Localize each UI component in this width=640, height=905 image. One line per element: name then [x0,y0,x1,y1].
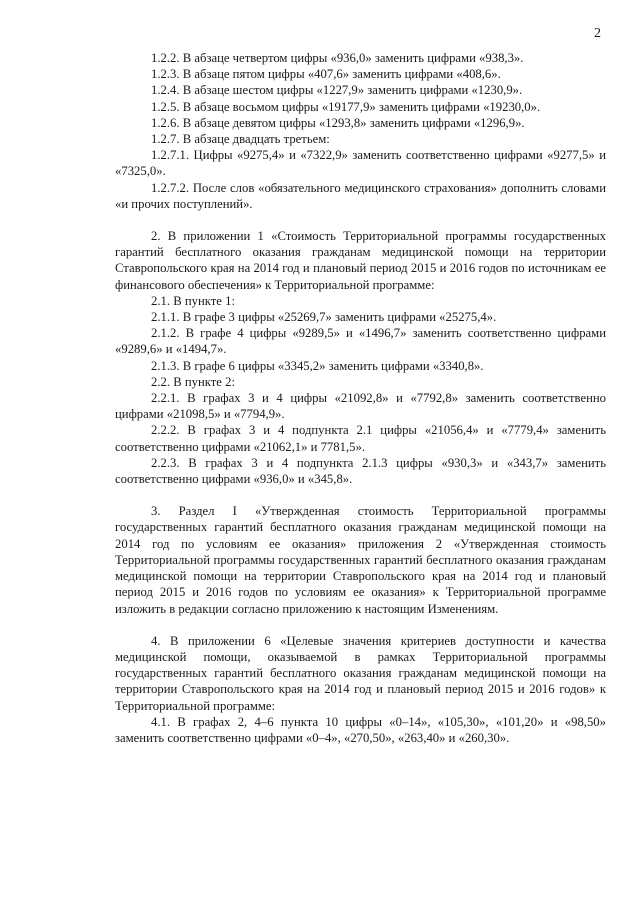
paragraph-2-2: 2.2. В пункте 2: [151,374,235,389]
paragraph-1-2-3: 1.2.3. В абзаце пятом цифры «407,6» заменить цифрами «408,6». [151,67,501,82]
paragraph-2: 2. В приложении 1 «Стоимость Территориальной программы государственных гарантий бесплатного оказания гражданам медицинской помощи на территории Ставропольского края на 2014 год и плановый период 2015 и 2016 годов по источникам ее финансового обеспечения» к Территориальной программе: [115,229,606,292]
paragraph-1-2-7-2: 1.2.7.2. После слов «обязательного медицинского страхования» дополнить словами «и прочих поступлений». [115,180,606,211]
paragraph-spacer [115,487,606,503]
paragraph-1-2-6: 1.2.6. В абзаце девятом цифры «1293,8» заменить цифрами «1296,9». [151,115,525,130]
paragraph-1-2-2: 1.2.2. В абзаце четвертом цифры «936,0» заменить цифрами «938,3». [151,51,524,65]
paragraph-2-2-1: 2.2.1. В графах 3 и 4 цифры «21092,8» и «7792,8» заменить соответственно цифрами «21098,5» и «7794,9». [115,391,606,422]
page-number: 2 [594,26,601,41]
paragraph-2-2-3: 2.2.3. В графах 3 и 4 подпункта 2.1.3 цифры «930,3» и «343,7» заменить соответственно цифрами «936,0» и «345,8». [115,455,606,487]
paragraph-1-2-7-1: 1.2.7.1. Цифры «9275,4» и «7322,9» заменить соответственно цифрами «9277,5» и «7325,0». [115,148,606,179]
paragraph-2-1-3: 2.1.3. В графе 6 цифры «3345,2» заменить цифрами «3340,8». [151,358,484,373]
paragraph-spacer [115,617,606,633]
paragraph-3: 3. Раздел I «Утвержденная стоимость Территориальной программы государственных гарантий бесплатного оказания гражданам медицинской помощи на 2014 год по условиям ее оказания» приложения 2 «Утвержденная стоимость Территориальной программы государственных гарантий бесплатного оказания гражданам медицинской помощи на территории Ставропольского края на 2014 год и плановый период 2015 и 2016 годов по условиям ее оказания» к Территориальной программе изложить в редакции согласно приложению к настоящим Изменениям. [115,504,606,616]
paragraph-1-2-7: 1.2.7. В абзаце двадцать третьем: [151,132,330,147]
paragraph-4: 4. В приложении 6 «Целевые значения критериев доступности и качества медицинской помощи, оказываемой в рамках Территориальной программы государственных гарантий бесплатного оказания гражданам медицинской помощи на территории Ставропольского края на 2014 год и плановый период 2015 и 2016 годов» к Территориальной программе: [115,633,606,713]
paragraph-2-1: 2.1. В пункте 1: [151,293,235,308]
paragraph-1-2-5: 1.2.5. В абзаце восьмом цифры «19177,9» заменить цифрами «19230,0». [151,99,541,114]
paragraph-2-1-2: 2.1.2. В графе 4 цифры «9289,5» и «1496,7» заменить соответственно цифрами «9289,6» и «1494,7». [115,326,606,357]
paragraph-spacer [115,212,606,228]
paragraph-2-2-2: 2.2.2. В графах 3 и 4 подпункта 2.1 цифры «21056,4» и «7779,4» заменить соответственно цифрами «21062,1» и 7781,5». [115,423,606,454]
paragraph-4-1: 4.1. В графах 2, 4–6 пункта 10 цифры «0–14», «105,30», «101,20» и «98,50» заменить соответственно цифрами «0–4», «270,50», «263,40» и «260,30». [115,714,606,745]
paragraph-1-2-4: 1.2.4. В абзаце шестом цифры «1227,9» заменить цифрами «1230,9». [151,83,523,98]
document-body [115,50,606,746]
paragraph-2-1-1: 2.1.1. В графе 3 цифры «25269,7» заменить цифрами «25275,4». [151,310,497,325]
